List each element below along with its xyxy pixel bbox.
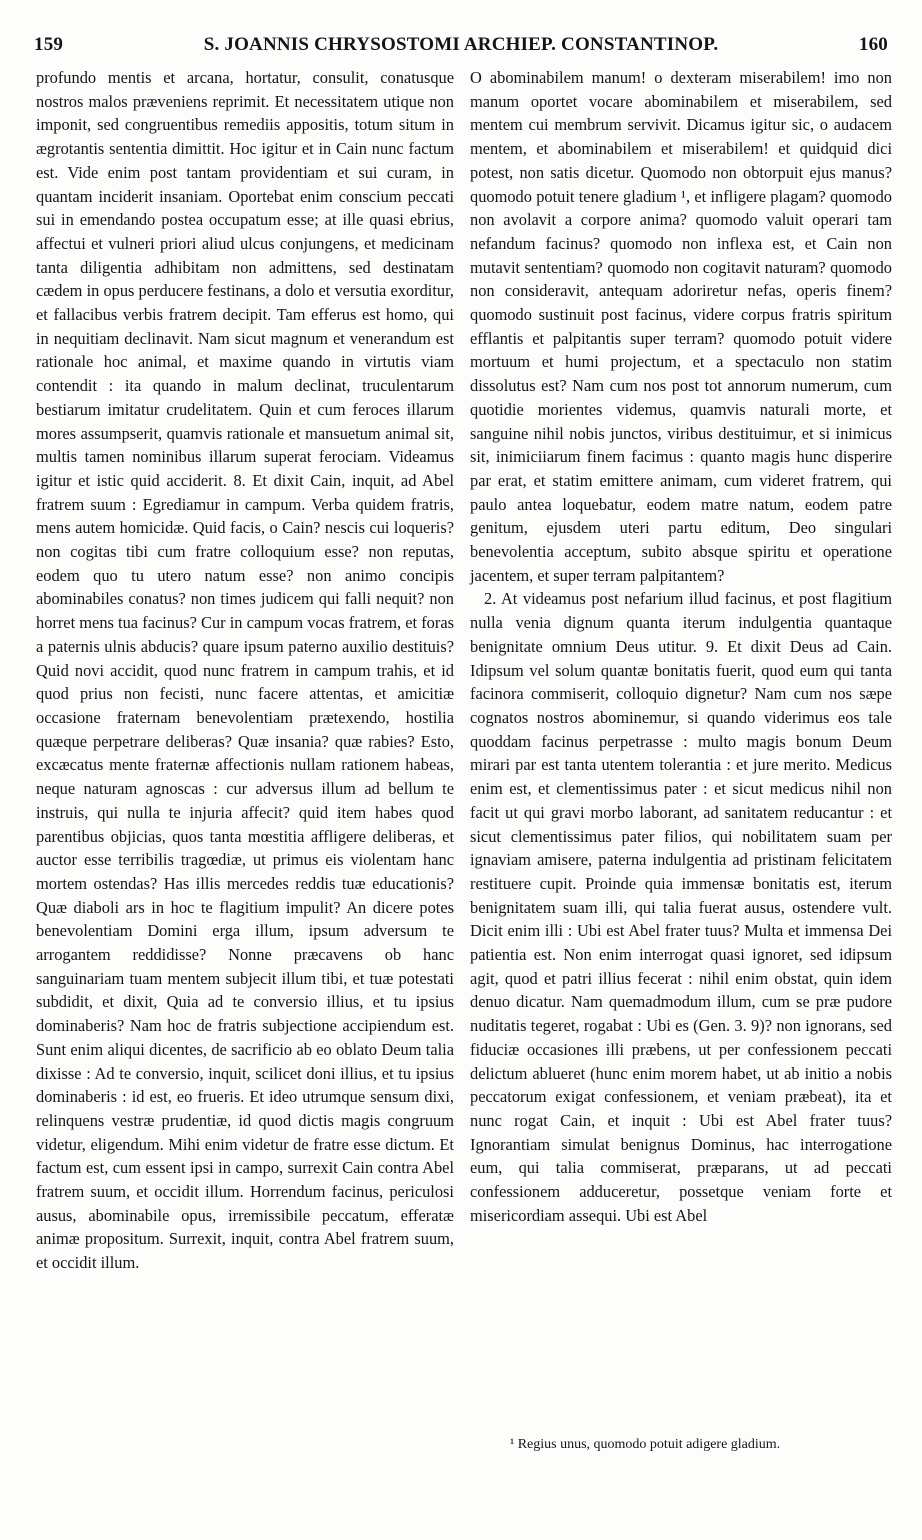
page-number-left: 159 <box>34 34 64 55</box>
paragraph: O abominabilem manum! o dexteram miserabilem! imo non manum oportet vocare abominabilem et miserabilem, sed mentem cui membrum servivit. Dicamus igitur sic, o audacem mentem, et abominabilem et miserabilem! et quidquid dici potest, non satis dicetur. Quomodo non obtorpuit ejus manus? quomodo potuit tenere gladium ¹, et infligere plagam? quomodo non avolavit a corpore anima? quomodo valuit operari tam nefandum facinus? quomodo non inflexa est, et Cain non mutavit sententiam? quomodo non cogitavit naturam? quomodo non consideravit, antequam adoriretur nefas, operis finem? quomodo sustinuit post facinus, videre corpus fratris spiritum efflantis et palpitantis super terram? quomodo potuit videre mortuum et humi projectum, et a spectaculo non statim dissolutus est? Nam cum nos post tot annorum numerum, cum quotidie morientes videmus, quamvis naturali morte, et sanguine nihil nobis junctos, viribus destituimur, et si inimicus sit, inimiciiarum finem facimus : quanto magis hunc disperire par erat, et statim emittere animam, cum videret fratrem, qui paulo antea loquebatur, eodem matre natum, eodem patre genitum, ejusdem uteri partu editum, Deo singulari benevolentia acceptum, subito absque spiritu et operatione jacentem, et super terram palpitantem? <box>470 68 892 585</box>
paragraph: profundo mentis et arcana, hortatur, consulit, conatusque nostros malos præveniens reprimit. Et necessitatem utique non imponit, sed congruentibus remediis appositis, totum situm in ægrotantis sententia dimittit. Hoc igitur et in Cain nunc factum est. Vide enim post tantam providentiam et sui curam, in quantam inciderit insaniam. Oportebat enim conscium peccati sui in emendando postea occupatum esse; at ille quasi ebrius, affectui et vulneri priori aliud ulcus conjungens, et medicinam tanta diligentia adhibitam non admittens, sed destinatam cædem in opus perducere festinans, a dolo et versutia exorditur, et fallacibus verbis fratrem decipit. Tam efferus est homo, qui in nequitiam declinavit. Nam sicut magnum et venerandum est rationale hoc animal, et maxime quando in virtutis viam contendit : ita quando in malum declinat, truculentarum bestiarum imitatur crudelitatem. Quin et cum feroces illarum mores assumpserit, quamvis rationale et mansuetum animal sit, multis tamen nominibus illarum superat ferociam. Videamus igitur et istic quid acciderit. 8. Et dixit Cain, inquit, ad Abel fratrem suum : Egrediamur in campum. Verba quidem fratris, mens autem homicidæ. Quid facis, o Cain? nescis cui loqueris? non cogitas tibi cum fratre colloquium esse? non reputas, eodem quo tu utero natum esse? non animo concipis abominabiles conatus? non times judicem qui falli nequit? non horret mens tua facinus? Cur in campum vocas fratrem, et foras a paternis ulnis abducis? quare ipsum paterno auxilio destituis? Quid novi accidit, quod nunc fratrem in campum trahis, et id quod prius non fecisti, nunc facere attentas, et amicitiæ occasione fraternam benevolentiam prætexendo, hostilia quæque perpetrare deliberas? Quæ insania? quæ rabies? Esto, excæcatus mente fraternæ affectionis nullam rationem habeas, neque naturam agnoscas : cur adversus illum ad bellum te instruis, qui nulla te injuria affecit? quid item habes quod parentibus objicias, quos tanta mœstitia affligere deliberas, et auctor esse terribilis tragœdiæ, ut primus eis violentam hanc mortem ostendas? Has illis mercedes reddis tuæ educationis? Quæ diaboli ars in hoc te flagitium impulit? An dicere potes benevolentiam Domini erga illum, ipsum adversum te arrogantem reddidisse? Nonne præcavens ob hanc sanguinariam tuam mentem subjecit illum tibi, et tuæ potestati subdidit, et dixit, Quia ad te conversio illius, et tu ipsius dominaberis? Nam hoc de fratris subjectione accipiendum est. Sunt enim aliqui dicentes, de sacrificio ab eo oblato Deum talia dixisse : Ad te conversio, inquit, scilicet doni illius, et tu ipsius dominaberis : id est, eo frueris. Et ideo utrumque sensum dixi, relinquens vestræ prudentiæ, id quod dictis magis congruum videtur, eligendum. Mihi enim videtur de fratre esse dictum. Et factum est, cum essent ipsi in campo, surrexit Cain contra Abel fratrem suum, et occidit illum. Horrendum facinus, periculosi ausus, abominabile opus, irremissibile peccatum, efferatæ animæ propositum. Surrexit, inquit, contra Abel fratrem suum, et occidit illum. <box>36 68 454 1273</box>
running-header <box>34 34 888 64</box>
left-column <box>36 66 454 1275</box>
footnote: ¹ Regius unus, quomodo potuit adigere gladium. <box>510 1437 781 1452</box>
paragraph: 2. At videamus post nefarium illud facinus, et post flagitium nulla venia dignum quanta iterum indulgentia quantaque benignitate omnium Deus utitur. 9. Et dixit Deus ad Cain. Idipsum vel solum quantæ bonitatis fuerit, quod eum qui tanta facinora commiserit, colloquio dignetur? Nam cum nos sæpe cognatos nostros abominemur, si quando viderimus eos tale quoddam facinus perpetrasse : multo magis bonum Deum mirari par est tanta utentem tolerantia : et jure merito. Medicus enim est, et clementissimus pater : et sicut medicus nihil non facit ut qui gravi morbo laborant, ad sanitatem reducantur : et sicut clementissimus pater filios, qui nobilitatem suam per ignaviam amisere, paterna indulgentia ad pristinam felicitatem restituere cupit. Proinde quia immensæ bonitatis est, iterum benignitatem suam illi, qui talia fuerat ausus, ostendere vult. Dicit enim illi : Ubi est Abel frater tuus? Multa et immensa Dei patientia est. Non enim interrogat quasi ignoret, sed idipsum agit, quod et patri illius fecerat : nihil enim obstat, quin idem denuo dicatur. Nam quemadmodum illum, cum se præ pudore nuditatis tegeret, rogabat : Ubi es (Gen. 3. 9)? non ignorans, sed fiduciæ occasiones illi præbens, ut per confessionem peccati delictum ablueret (hunc enim morem habet, ut ab initio a nobis peccatorum exigat confessionem, et veniam præbeat), ita et nunc rogat Cain, et inquit : Ubi est Abel frater tuus? Ignorantiam simulat benignus Dominus, hac interrogatione eum, qui talia commiserat, præparans, ut ad peccati confessionem adduceretur, possetque veniam forte et misericordiam assequi. Ubi est Abel <box>470 589 892 1225</box>
page-number-right: 160 <box>858 34 888 55</box>
running-title: S. JOANNIS CHRYSOSTOMI ARCHIEP. CONSTANTINOP. <box>203 34 719 55</box>
right-column <box>470 66 892 1227</box>
